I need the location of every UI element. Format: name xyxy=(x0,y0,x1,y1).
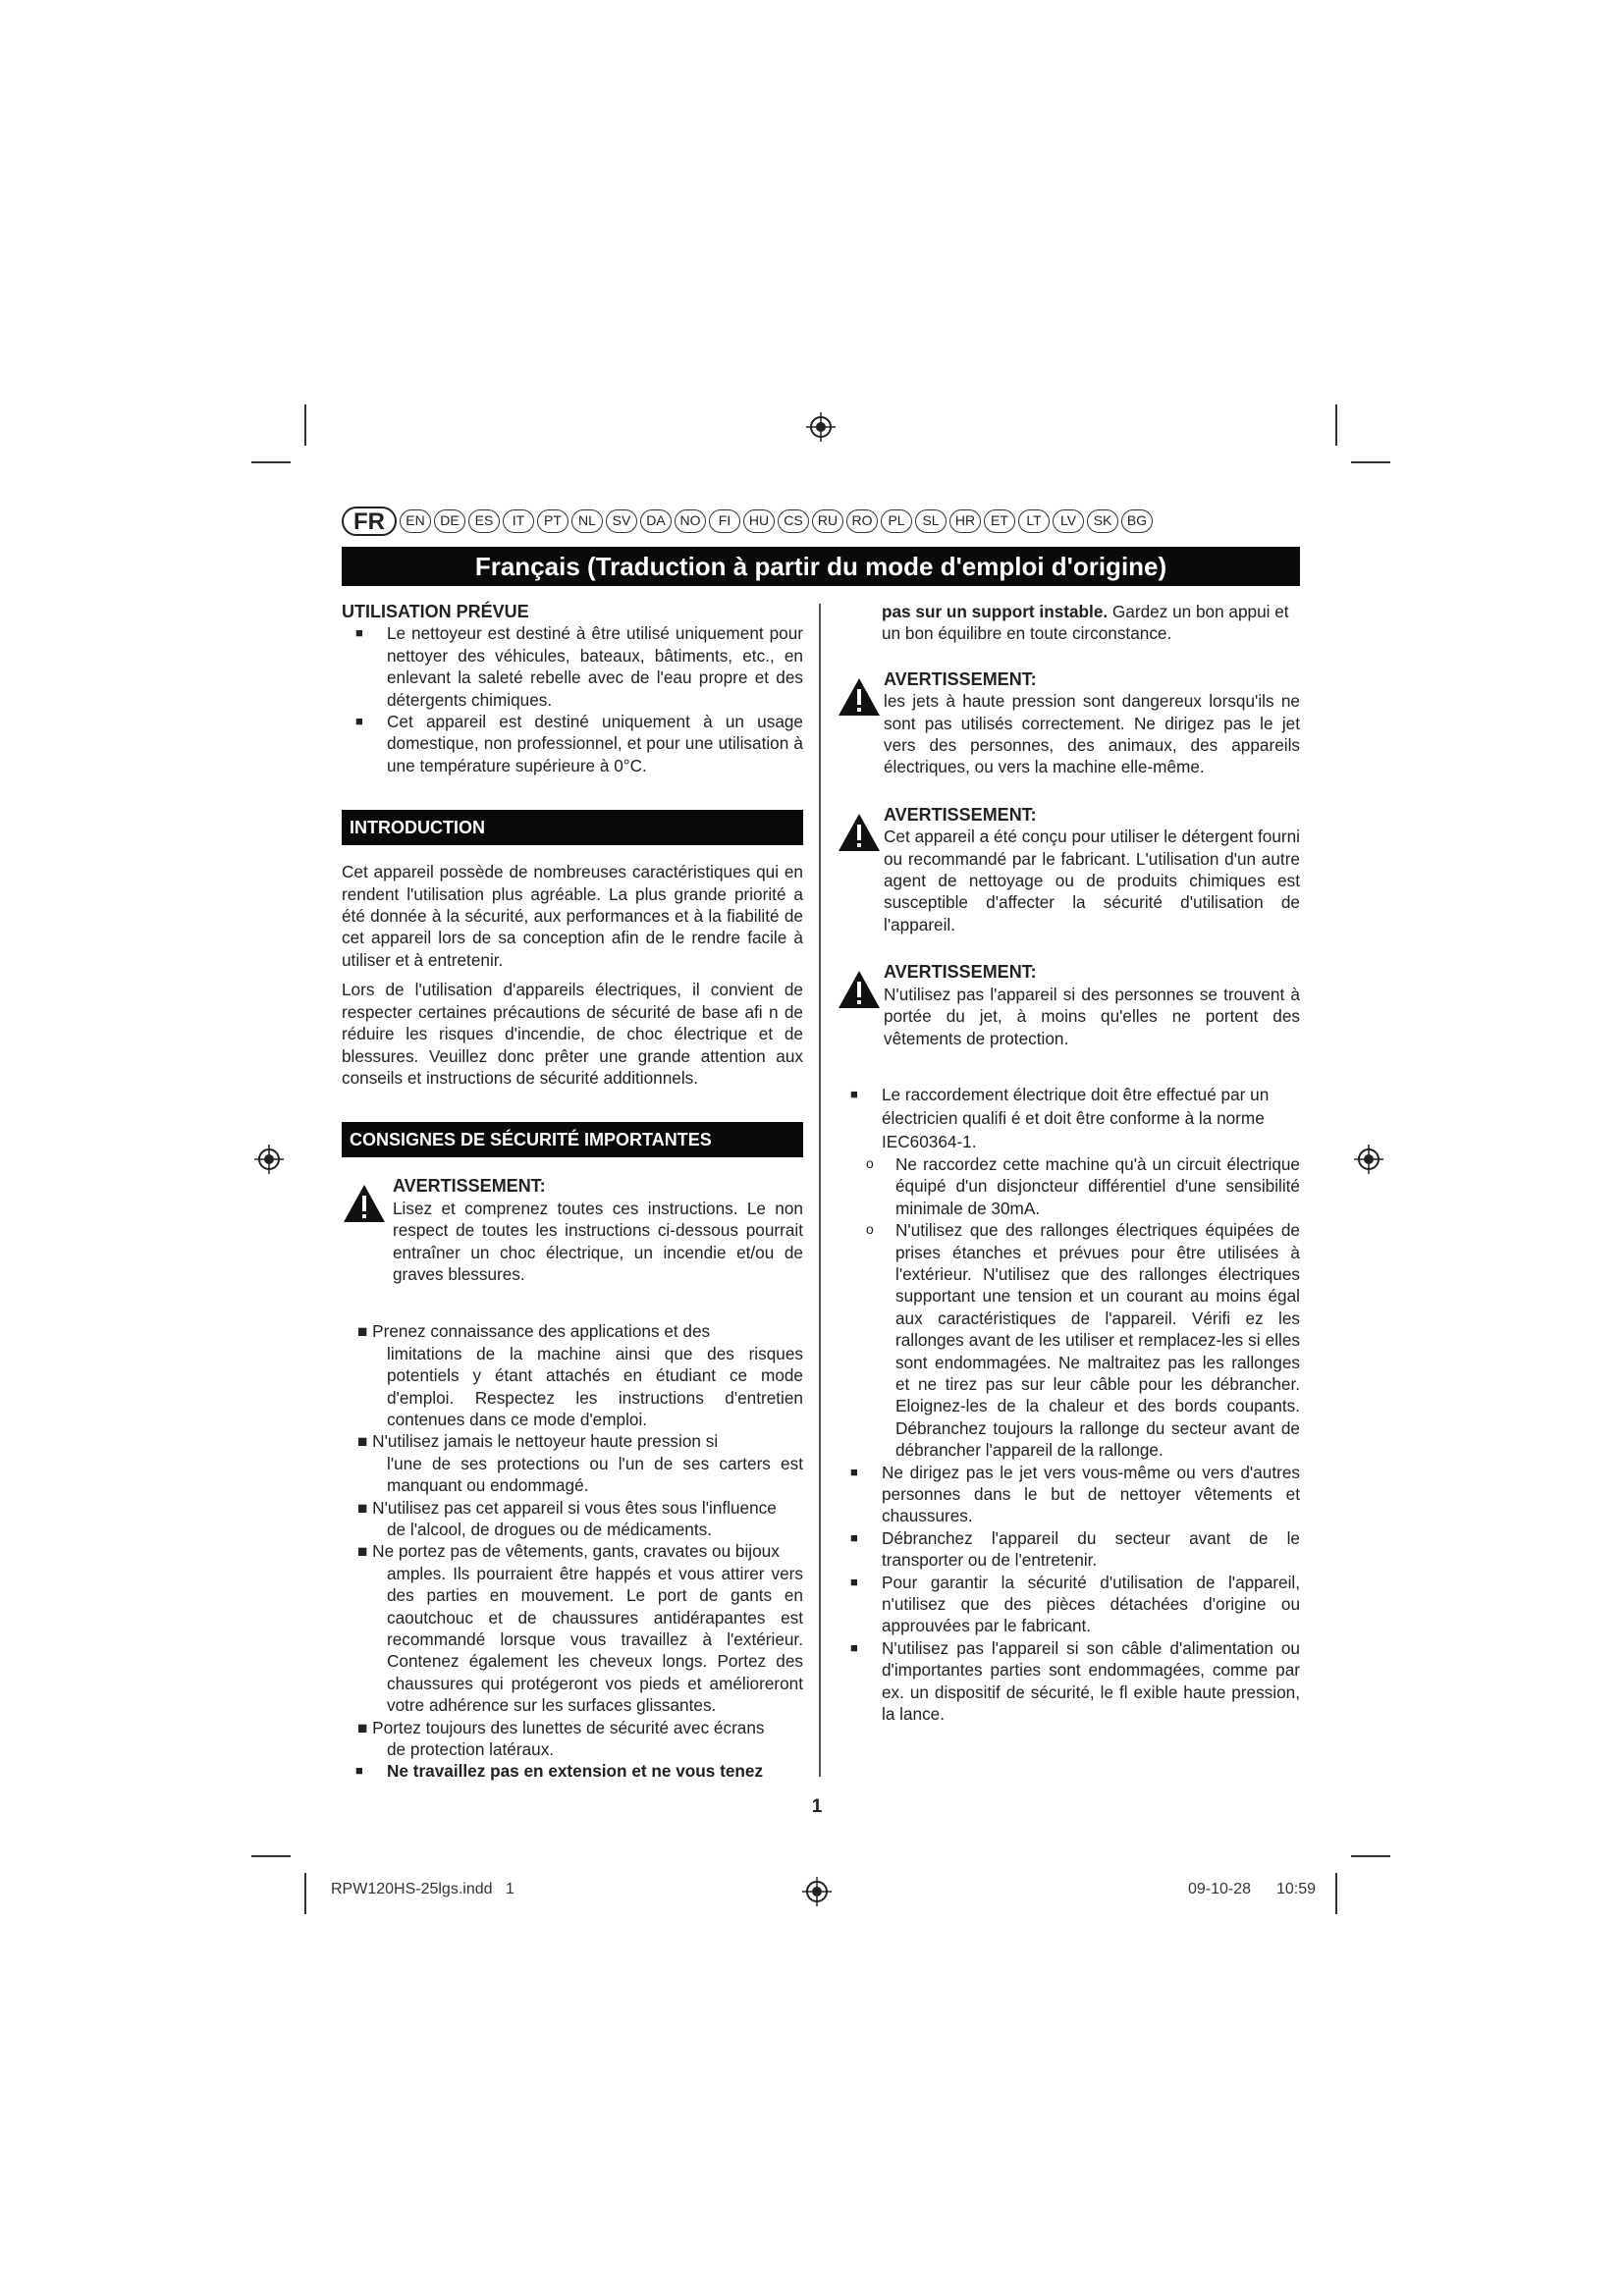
list-item: ■ N'utilisez jamais le nettoyeur haute pression si l'une de ses protections ou l'un de ses carters est manquant ou endommagé. xyxy=(357,1431,803,1496)
section-heading-utilisation: UTILISATION PRÉVUE xyxy=(342,602,529,621)
language-bar xyxy=(342,506,1300,537)
list-item: ■ Le raccordement électrique doit être effectué par un électricien qualifi é et doit être conforme à la norme IEC60364-1. xyxy=(837,1083,1300,1153)
page-number: 1 xyxy=(811,1796,823,1817)
language-tab: EN xyxy=(400,509,431,533)
sub-list-item: o N'utilisez que des rallonges électriques équipées de prises étanches et prévues pour être utilisées à l'extérieur. N'utilisez que des rallonges électriques supportant une tension et un courant au moins égal aux caractéristiques de l'appareil. Vérifi ez les rallonges avant de les utiliser et remplacez-les si elles sont endommagées. Ne maltraitez pas les rallonges et ne tirez pas sur leur câble pour les débrancher. Eloignez-les de la chaleur et des bords coupants. Débranchez toujours la rallonge du secteur avant de débrancher l'appareil de la rallonge. xyxy=(837,1219,1300,1461)
crop-mark xyxy=(1335,404,1337,446)
crop-mark xyxy=(1351,461,1390,463)
warning-text: Lisez et comprenez toutes ces instructions. Le non respect de toutes les instructions ci-dessous pourrait entraîner un choc électrique, un incendie et/ou de graves blessures. xyxy=(393,1198,803,1284)
list-item: ■ Débranchez l'appareil du secteur avant de le transporter ou de l'entretenir. xyxy=(837,1527,1300,1572)
right-column xyxy=(837,601,1300,1725)
intro-paragraph: Cet appareil possède de nombreuses caractéristiques qui en rendent l'utilisation plus agréable. La plus grande priorité a été donnée à la sécurité, aux performances et à la fiabilité de cet appareil lors de sa conception afin de le rendre facile à utiliser et à entretenir. xyxy=(342,862,803,970)
language-tab: IT xyxy=(503,509,534,533)
registration-mark-icon xyxy=(1354,1145,1383,1174)
language-tab-active: FR xyxy=(342,507,397,536)
sub-list-item: o Ne raccordez cette machine qu'à un circuit électrique équipé d'un disjoncteur différentiel d'une sensibilité minimale de 30mA. xyxy=(837,1153,1300,1219)
list-item: ■ Ne travaillez pas en extension et ne vous tenez xyxy=(342,1760,803,1782)
footer-time: 10:59 xyxy=(1276,1881,1317,1897)
language-tab: ET xyxy=(984,509,1015,533)
list-item: ■ N'utilisez pas l'appareil si son câble d'alimentation ou d'importantes parties sont endommagées, comme par ex. un dispositif de sécurité, le fl exible haute pression, la lance. xyxy=(837,1637,1300,1726)
registration-mark-icon xyxy=(254,1145,284,1174)
crop-mark xyxy=(251,461,291,463)
list-item-lead: ■ Portez toujours des lunettes de sécurité avec écrans xyxy=(357,1717,765,1737)
language-tab: ES xyxy=(468,509,500,533)
warning-title: AVERTISSEMENT: xyxy=(884,668,1037,689)
language-tab: SL xyxy=(915,509,947,533)
language-tab: LV xyxy=(1053,509,1084,533)
warning-block xyxy=(837,961,1300,1049)
language-tab: HU xyxy=(743,509,775,533)
list-item: ■ Cet appareil est destiné uniquement à un usage domestique, non professionnel, et pour une utilisation à une température supérieure à 0°C. xyxy=(342,711,803,776)
warning-title: AVERTISSEMENT: xyxy=(393,1176,546,1197)
warning-triangle-icon xyxy=(837,812,882,853)
left-column xyxy=(342,601,803,1783)
warning-block xyxy=(342,1175,803,1285)
column-divider xyxy=(819,604,821,1777)
language-tab: NO xyxy=(675,509,706,533)
language-tab: DA xyxy=(640,509,672,533)
warning-triangle-icon xyxy=(837,969,882,1010)
list-item: ■ Pour garantir la sécurité d'utilisation de l'appareil, n'utilisez que des pièces détachées d'origine ou approuvées par le fabricant. xyxy=(837,1572,1300,1637)
warning-triangle-icon xyxy=(342,1183,387,1224)
warning-triangle-icon xyxy=(837,676,882,718)
warning-block xyxy=(837,668,1300,778)
warning-title: AVERTISSEMENT: xyxy=(884,962,1037,983)
footer-filename: RPW120HS-25lgs.indd 1 xyxy=(331,1881,514,1897)
intro-paragraph: Lors de l'utilisation d'appareils électriques, il convient de respecter certaines précautions de sécurité de base afi n de réduire les risques d'incendie, de choc électrique et de blessures. Veuillez donc prêter une grande attention aux conseils et instructions de sécurité additionnels. xyxy=(342,980,803,1088)
language-tab: SK xyxy=(1087,509,1118,533)
list-item: ■ Ne portez pas de vêtements, gants, cravates ou bijoux amples. Ils pourraient être happés et vous attirer vers des parties en mouvement. Le port de gants en caoutchouc et de chaussures antidérapantes est recommandé lorsque vous travaillez à l'extérieur. Contenez également les cheveux longs. Portez des chaussures qui protégeront vos pieds et amélioreront votre adhérence sur les surfaces glissantes. xyxy=(357,1541,803,1716)
crop-mark xyxy=(1351,1855,1390,1857)
language-tab: PL xyxy=(881,509,912,533)
section-heading-introduction: INTRODUCTION xyxy=(342,810,803,845)
crop-mark xyxy=(251,1855,291,1857)
language-tab: PT xyxy=(537,509,568,533)
language-tab: NL xyxy=(571,509,603,533)
warning-block xyxy=(837,804,1300,935)
warning-text: N'utilisez pas l'appareil si des personnes se trouvent à portée du jet, à moins qu'elles ne portent des vêtements de protection. xyxy=(884,984,1300,1048)
language-tab: FI xyxy=(709,509,740,533)
language-tab: RU xyxy=(812,509,843,533)
language-tab: HR xyxy=(949,509,981,533)
list-item: ■ N'utilisez pas cet appareil si vous êtes sous l'influence de l'alcool, de drogues ou de médicaments. xyxy=(357,1497,777,1539)
language-tab: LT xyxy=(1018,509,1050,533)
section-heading-consignes: CONSIGNES DE SÉCURITÉ IMPORTANTES xyxy=(342,1122,803,1157)
language-tab: RO xyxy=(846,509,878,533)
list-item: ■ Prenez connaissance des applications et des limitations de la machine ainsi que des risques potentiels y étant attachés en étudiant ce mode d'emploi. Respectez les instructions d'entretien contenues dans ce mode d'emploi. xyxy=(357,1321,803,1429)
language-tab: SV xyxy=(606,509,637,533)
language-tab: DE xyxy=(434,509,465,533)
list-item-lead: ■ N'utilisez jamais le nettoyeur haute pression si xyxy=(357,1431,719,1452)
warning-text: Cet appareil a été conçu pour utiliser le détergent fourni ou recommandé par le fabricant. L'utilisation d'un autre agent de nettoyage ou de produits chimiques est susceptible d'affecter la sécurité d'utilisation de l'appareil. xyxy=(884,827,1300,934)
list-item: ■ Portez toujours des lunettes de sécurité avec écrans de protection latéraux. xyxy=(357,1717,765,1760)
list-item-lead: ■ Prenez connaissance des applications et des xyxy=(357,1321,711,1342)
list-item-lead: ■ N'utilisez pas cet appareil si vous êtes sous l'influence xyxy=(357,1497,777,1518)
continuation-text: pas sur un support instable. Gardez un bon appui et un bon équilibre en toute circonstance. xyxy=(882,602,1289,644)
crop-mark xyxy=(304,404,306,446)
crop-mark xyxy=(304,1873,306,1914)
registration-mark-icon xyxy=(806,412,836,442)
crop-mark xyxy=(1335,1873,1337,1914)
warning-title: AVERTISSEMENT: xyxy=(884,804,1037,825)
footer-date: 09-10-28 xyxy=(1188,1881,1252,1897)
warning-text: les jets à haute pression sont dangereux lorsqu'ils ne sont pas utilisés correctement. Ne dirigez pas le jet vers des personnes, des animaux, des appareils électriques, ou vers la machine elle-même. xyxy=(884,691,1300,777)
language-tab: CS xyxy=(778,509,809,533)
list-item: ■ Le nettoyeur est destiné à être utilisé uniquement pour nettoyer des véhicules, bateaux, bâtiments, etc., en enlevant la saleté rebelle avec de l'eau propre et des détergents chimiques. xyxy=(342,622,803,711)
page-title: Français (Traduction à partir du mode d'emploi d'origine) xyxy=(342,547,1300,586)
list-item-lead: ■ Ne portez pas de vêtements, gants, cravates ou bijoux xyxy=(357,1541,780,1562)
language-tab: BG xyxy=(1121,509,1153,533)
list-item: ■ Ne dirigez pas le jet vers vous-même ou vers d'autres personnes dans le but de nettoyer vêtements et chaussures. xyxy=(837,1462,1300,1527)
registration-mark-icon xyxy=(802,1877,832,1906)
